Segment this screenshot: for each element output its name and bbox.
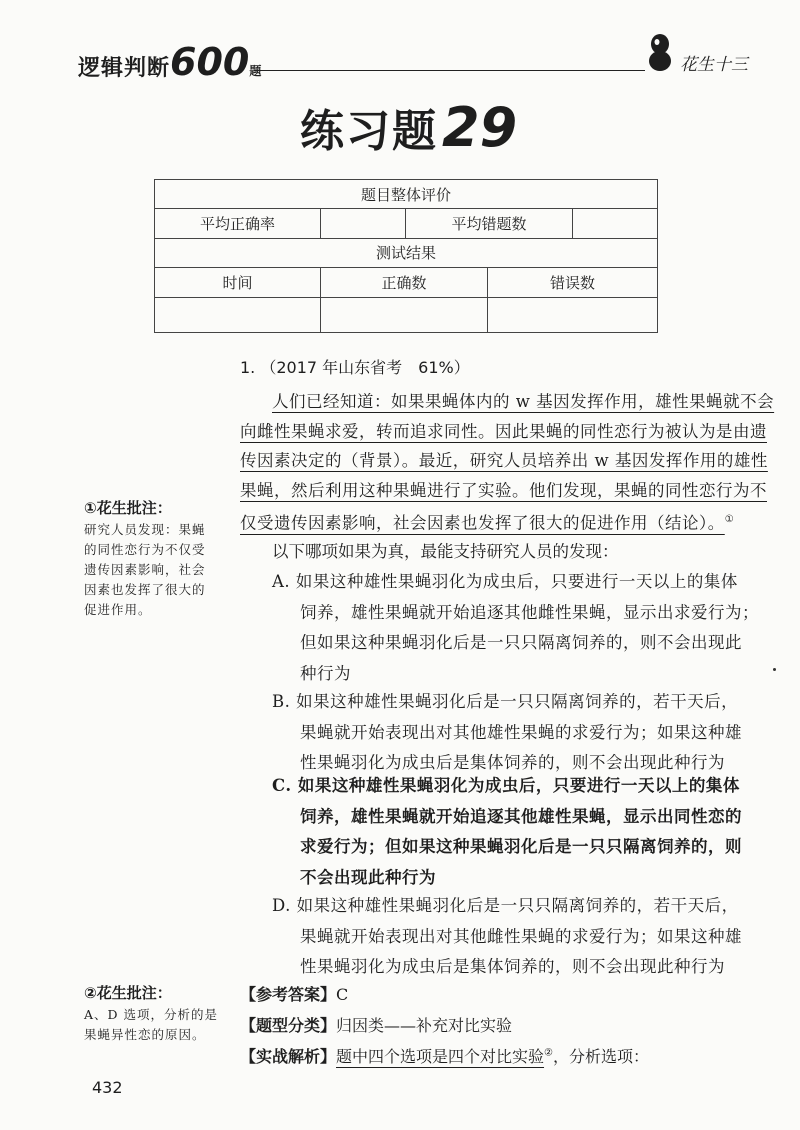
answer-value: C [336, 985, 349, 1004]
option-line: 如果这种雄性果蝇羽化后是一只只隔离饲养的，若干天后， [296, 692, 739, 711]
title-label: 练习题 [300, 106, 438, 157]
book-header [78, 40, 261, 84]
option-line: 不会出现此种行为 [300, 867, 436, 887]
question-number: 1. [240, 358, 256, 377]
header-rule [255, 70, 645, 71]
page-title [300, 95, 517, 159]
option-line: 果蝇就开始表现出对其他雄性果蝇的求爱行为；如果这种雄 [300, 722, 742, 742]
stem-line: 人们已经知道：如果果蝇体内的 w 基因发挥作用，雄性果蝇就不会 [272, 392, 775, 411]
side-note-1-title: ①花生批注： [84, 499, 172, 517]
avg-errors-value[interactable] [573, 209, 658, 238]
side-note-2-text [84, 1005, 224, 1045]
option-label: D. [272, 896, 291, 915]
option-line: 求爱行为；但如果这种果蝇羽化后是一只只隔离饲养的，则 [300, 837, 742, 856]
brand-name: 花生十三 [680, 55, 748, 75]
option-a[interactable] [272, 568, 759, 690]
analysis [240, 1044, 649, 1067]
side-note-line: 果蝇异性恋的原因。 [84, 1027, 206, 1042]
option-label: A. [272, 572, 291, 591]
question-type [240, 1013, 512, 1036]
correct-value[interactable] [321, 297, 488, 333]
question-source: （2017 年山东省考 61%） [260, 358, 470, 377]
time-label: 时间 [155, 268, 321, 297]
side-note-line: 促进作用。 [84, 602, 152, 617]
option-line: 但如果这种果蝇羽化后是一只只隔离饲养的，则不会出现此 [300, 633, 742, 652]
wrong-value[interactable] [488, 297, 658, 333]
side-divider [228, 380, 229, 1060]
question-stem [240, 388, 774, 536]
option-line: 性果蝇羽化为成虫后是集体饲养的，则不会出现此种行为 [300, 957, 725, 976]
page-number: 432 [92, 1078, 123, 1097]
avg-accuracy-label: 平均正确率 [155, 209, 321, 238]
option-line: 如果这种雄性果蝇羽化为成虫后，只要进行一天以上的集体 [297, 776, 740, 795]
option-line: 如果这种雄性果蝇羽化为成虫后，只要进行一天以上的集体 [295, 572, 738, 591]
option-d[interactable] [272, 892, 742, 984]
question-header [240, 355, 470, 378]
reference-answer [240, 982, 348, 1005]
avg-accuracy-value[interactable] [321, 209, 406, 238]
speck [773, 668, 776, 671]
question-ask: 以下哪项如果为真，最能支持研究人员的发现： [272, 542, 619, 561]
stem-line: 向雌性果蝇求爱，转而追求同性。因此果蝇的同性恋行为被认为是由遗 [240, 421, 767, 441]
book-suffix: 题 [249, 64, 262, 78]
correct-label: 正确数 [321, 268, 488, 297]
title-number: 29 [442, 96, 518, 159]
book-title: 逻辑判断 [78, 56, 171, 81]
side-note-line: 因素也发挥了很大的 [84, 582, 206, 597]
type-value: 归因类——补充对比实验 [336, 1016, 513, 1035]
wrong-label: 错误数 [488, 268, 658, 297]
analysis-tail: ，分析选项： [553, 1047, 650, 1066]
option-line: 饲养，雄性果蝇就开始追逐其他雄性果蝇，显示出同性恋的 [300, 806, 742, 826]
footnote-mark: ① [724, 514, 735, 525]
option-line: 如果这种雄性果蝇羽化后是一只只隔离饲养的，若干天后， [296, 896, 739, 915]
analysis-mark: ② [544, 1047, 553, 1059]
side-note-2-title: ②花生批注： [84, 984, 172, 1002]
result-header: 测试结果 [155, 238, 658, 267]
stem-line: 仅受遗传因素影响，社会因素也发挥了很大的促进作用（结论）。 [240, 513, 725, 533]
peanut-logo-icon [642, 32, 678, 72]
option-line: 果蝇就开始表现出对其他雌性果蝇的求爱行为；如果这种雄 [300, 926, 742, 946]
side-note-line: A、D 选项，分析的是 [84, 1007, 219, 1022]
stem-line: 果蝇，然后利用这种果蝇进行了实验。他们发现，果蝇的同性恋行为不 [240, 480, 767, 500]
side-note-line: 遗传因素影响，社会 [84, 562, 206, 577]
option-line: 饲养，雄性果蝇就开始追逐其他雌性果蝇，显示出求爱行为； [300, 602, 759, 622]
time-value[interactable] [155, 297, 321, 333]
book-number: 600 [170, 40, 250, 84]
side-note-line: 研究人员发现：果蝇 [84, 522, 206, 537]
overall-header: 题目整体评价 [155, 180, 658, 209]
avg-errors-label: 平均错题数 [406, 209, 573, 238]
option-line: 性果蝇羽化为成虫后是集体饲养的，则不会出现此种行为 [300, 753, 725, 772]
option-line: 种行为 [300, 663, 351, 683]
side-note-line: 的同性恋行为不仅受 [84, 542, 206, 557]
evaluation-table [154, 179, 658, 333]
option-label: B. [272, 692, 291, 711]
analysis-value: 题中四个选项是四个对比实验 [336, 1047, 545, 1066]
analysis-label: 【实战解析】 [240, 1047, 337, 1066]
side-note-1-text [84, 520, 224, 620]
option-c[interactable] [272, 772, 742, 894]
answer-label: 【参考答案】 [240, 985, 337, 1004]
option-b[interactable] [272, 688, 742, 780]
option-label: C. [272, 776, 292, 795]
stem-line: 传因素决定的（背景）。最近，研究人员培养出 w 基因发挥作用的雄性 [240, 451, 768, 470]
type-label: 【题型分类】 [240, 1016, 337, 1035]
